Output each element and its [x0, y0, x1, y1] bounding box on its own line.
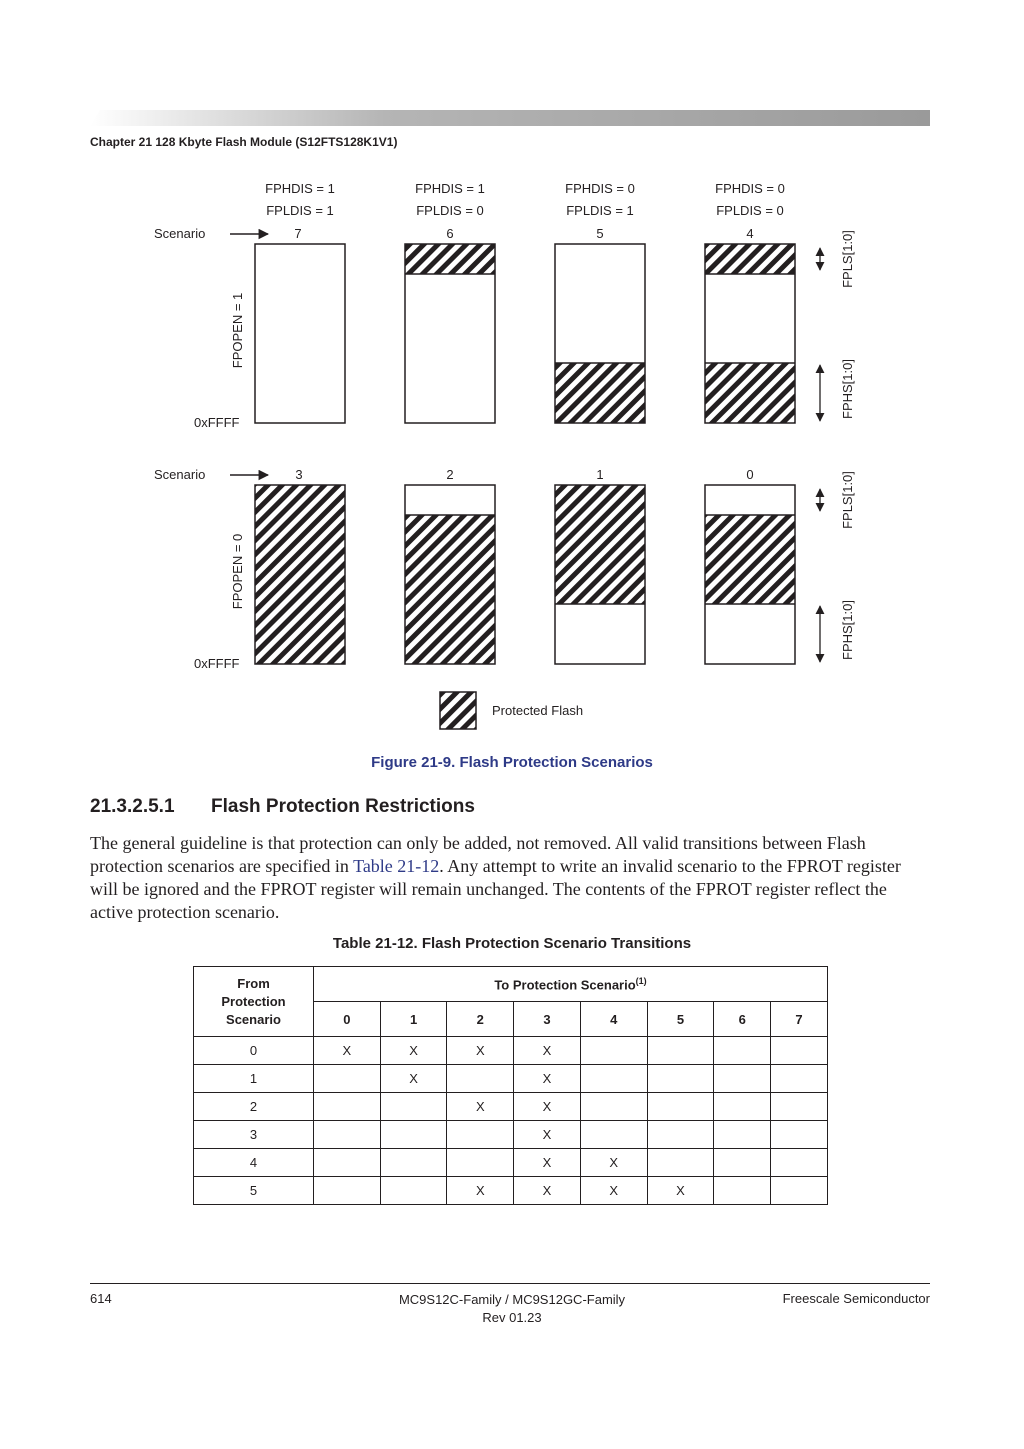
- from-scenario-cell: 3: [194, 1121, 314, 1149]
- transition-cell: [771, 1093, 828, 1121]
- fphdis-label: FPHDIS = 1: [265, 181, 335, 196]
- address-label: 0xFFFF: [194, 415, 240, 430]
- fpls-label: FPLS[1:0]: [840, 471, 855, 529]
- column-header-6: 6: [714, 1002, 771, 1037]
- scenario-label: Scenario: [154, 467, 206, 482]
- unprotected-region: [555, 604, 645, 664]
- transition-cell: [314, 1177, 381, 1205]
- fpopen-label: FPOPEN = 1: [230, 292, 245, 369]
- scenario-number: 5: [596, 226, 604, 241]
- from-scenario-cell: 5: [194, 1177, 314, 1205]
- column-header-2: 2: [447, 1002, 514, 1037]
- transition-cell: X: [514, 1177, 581, 1205]
- section-number: 21.3.2.5.1: [90, 796, 175, 817]
- transition-cell: X: [380, 1065, 447, 1093]
- paragraph-text-2: . Any attempt to write an invalid scenario to the FPROT register will be ignored and the FPROT register will remain unchanged. The contents of the FPROT register reflect the active protection scenario.: [90, 856, 901, 922]
- fphdis-label: FPHDIS = 0: [565, 181, 635, 196]
- figure-caption: Figure 21-9. Flash Protection Scenarios: [371, 754, 653, 771]
- legend-swatch: [440, 692, 476, 729]
- transition-cell: X: [447, 1037, 514, 1065]
- transition-cell: [647, 1121, 714, 1149]
- transition-cell: [447, 1149, 514, 1177]
- section-heading: [90, 796, 475, 818]
- from-scenario-header: From Protection Scenario: [194, 967, 314, 1037]
- column-header-1: 1: [380, 1002, 447, 1037]
- transition-cell: X: [514, 1037, 581, 1065]
- scenario-number: 1: [596, 467, 604, 482]
- transition-cell: X: [447, 1177, 514, 1205]
- scenario-number: 4: [746, 226, 754, 241]
- section-title: Flash Protection Restrictions: [211, 796, 475, 817]
- unprotected-region: [705, 485, 795, 515]
- transition-cell: [447, 1121, 514, 1149]
- transition-cell: [714, 1177, 771, 1205]
- transition-cell: [647, 1065, 714, 1093]
- address-label: 0xFFFF: [194, 656, 240, 671]
- transition-cell: [314, 1121, 381, 1149]
- protected-region: [705, 244, 795, 274]
- transition-cell: [314, 1149, 381, 1177]
- fpls-label: FPLS[1:0]: [840, 230, 855, 288]
- table-title: Table 21-12. Flash Protection Scenario Transitions: [332, 935, 692, 952]
- transition-cell: [647, 1037, 714, 1065]
- from-scenario-cell: 1: [194, 1065, 314, 1093]
- column-header-7: 7: [771, 1002, 828, 1037]
- transition-cell: [771, 1037, 828, 1065]
- flash-block: [255, 244, 345, 423]
- unprotected-region: [705, 604, 795, 664]
- column-header-4: 4: [580, 1002, 647, 1037]
- transition-cell: [647, 1149, 714, 1177]
- protected-region: [405, 244, 495, 274]
- transition-cell: [714, 1093, 771, 1121]
- transition-cell: X: [380, 1037, 447, 1065]
- legend-label: Protected Flash: [492, 703, 584, 718]
- transition-cell: X: [514, 1121, 581, 1149]
- transition-cell: X: [314, 1037, 381, 1065]
- transition-cell: X: [580, 1149, 647, 1177]
- paragraph-text-1: The general guideline is that protection can only be added, not removed. All valid transitions between Flash protection scenarios are specified in: [90, 833, 866, 876]
- scenario-number: 0: [746, 467, 754, 482]
- from-scenario-cell: 0: [194, 1037, 314, 1065]
- column-header-3: 3: [514, 1002, 581, 1037]
- transition-cell: [714, 1065, 771, 1093]
- transition-cell: [380, 1177, 447, 1205]
- scenario-number: 2: [446, 467, 454, 482]
- from-scenario-cell: 2: [194, 1093, 314, 1121]
- document-title: MC9S12C-Family / MC9S12GC-Family Rev 01.23: [398, 1292, 626, 1325]
- footer-rule: [90, 1283, 930, 1284]
- transition-cell: [580, 1093, 647, 1121]
- scenario-number: 7: [294, 226, 302, 241]
- body-paragraph: [90, 832, 920, 924]
- transition-cell: [580, 1065, 647, 1093]
- transition-cell: [380, 1093, 447, 1121]
- protected-region: [555, 363, 645, 423]
- transition-cell: [580, 1121, 647, 1149]
- transition-cell: X: [647, 1177, 714, 1205]
- fpldis-label: FPLDIS = 0: [716, 203, 784, 218]
- protected-region: [705, 363, 795, 423]
- scenario-number: 3: [295, 467, 303, 482]
- footnote-marker: (1): [635, 975, 647, 986]
- table-row: [194, 1065, 828, 1093]
- transition-cell: [714, 1121, 771, 1149]
- fphs-label: FPHS[1:0]: [840, 359, 855, 419]
- page-number: 614: [90, 1291, 112, 1306]
- table-row: [194, 1037, 828, 1065]
- company-name: Freescale Semiconductor: [782, 1291, 930, 1306]
- unprotected-region: [405, 485, 495, 515]
- fpldis-label: FPLDIS = 1: [266, 203, 334, 218]
- to-scenario-header: To Protection Scenario$^{(1)}$: [314, 967, 828, 1002]
- table-reference-link[interactable]: Table 21-12: [353, 856, 440, 876]
- transition-cell: X: [514, 1149, 581, 1177]
- table-row: [194, 1093, 828, 1121]
- transition-cell: X: [514, 1093, 581, 1121]
- column-header-0: 0: [314, 1002, 381, 1037]
- fpldis-label: FPLDIS = 1: [566, 203, 634, 218]
- transition-cell: [580, 1037, 647, 1065]
- transition-cell: [714, 1149, 771, 1177]
- transition-cell: X: [514, 1065, 581, 1093]
- scenario-label: Scenario: [154, 226, 206, 241]
- transition-cell: [771, 1177, 828, 1205]
- transition-cell: [714, 1037, 771, 1065]
- transition-cell: [771, 1065, 828, 1093]
- fpldis-label: FPLDIS = 0: [416, 203, 484, 218]
- transition-cell: X: [580, 1177, 647, 1205]
- transition-cell: [771, 1149, 828, 1177]
- transition-cell: [447, 1065, 514, 1093]
- transition-cell: [380, 1121, 447, 1149]
- protected-region: [255, 485, 345, 664]
- table-row: [194, 1177, 828, 1205]
- scenario-number: 6: [446, 226, 454, 241]
- fpopen-label: FPOPEN = 0: [230, 533, 245, 610]
- fphdis-label: FPHDIS = 0: [715, 181, 785, 196]
- chapter-heading: Chapter 21 128 Kbyte Flash Module (S12FTS128K1V1): [90, 135, 398, 149]
- fphdis-label: FPHDIS = 1: [415, 181, 485, 196]
- transition-cell: [771, 1121, 828, 1149]
- from-scenario-cell: 4: [194, 1149, 314, 1177]
- transition-cell: [647, 1093, 714, 1121]
- transition-cell: X: [447, 1093, 514, 1121]
- fphs-label: FPHS[1:0]: [840, 600, 855, 660]
- transition-cell: [380, 1149, 447, 1177]
- table-row: [194, 1121, 828, 1149]
- transitions-table: [193, 966, 828, 1205]
- table-row: [194, 1149, 828, 1177]
- column-header-5: 5: [647, 1002, 714, 1037]
- transition-cell: [314, 1065, 381, 1093]
- transition-cell: [314, 1093, 381, 1121]
